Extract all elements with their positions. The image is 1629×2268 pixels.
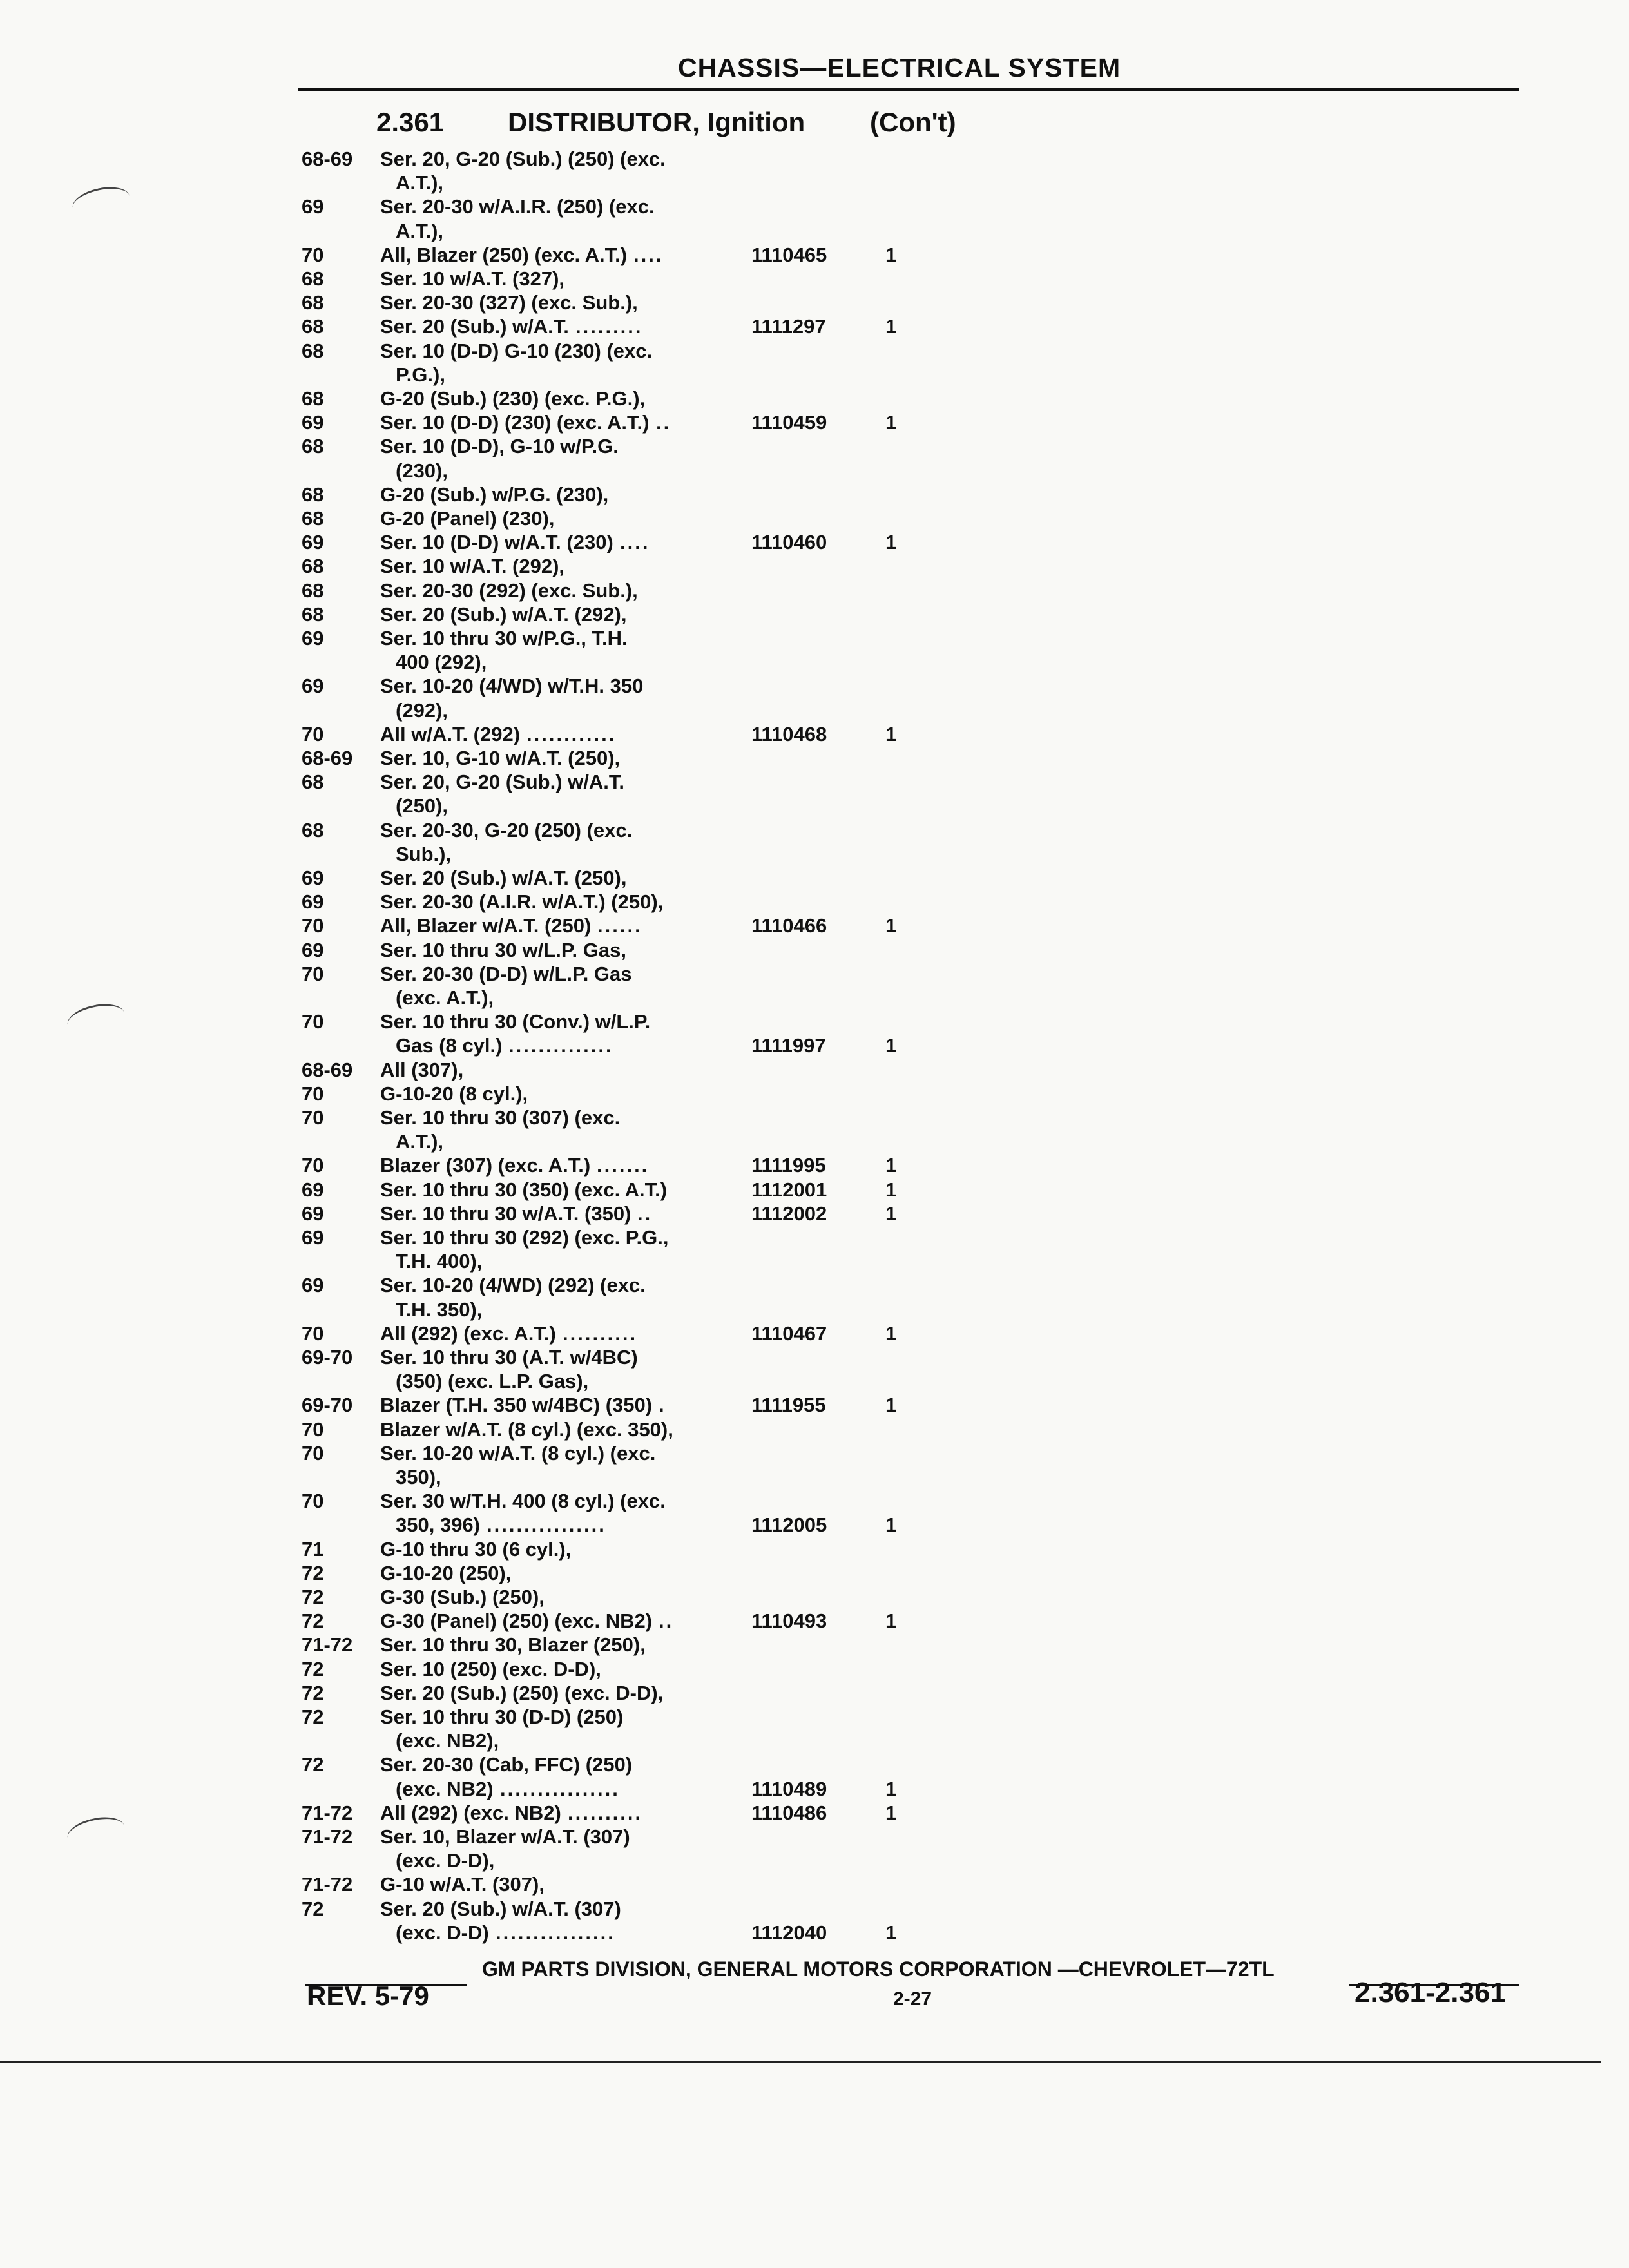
part-number: 1110493	[751, 1610, 827, 1633]
year-range: 70	[302, 1010, 324, 1033]
application-description: Ser. 20-30 (A.I.R. w/A.T.) (250),	[380, 890, 664, 914]
year-range: 68	[302, 435, 324, 458]
application-description: Ser. 10 (D-D) w/A.T. (230)	[380, 531, 613, 554]
application-description: All, Blazer (250) (exc. A.T.)	[380, 243, 628, 266]
item-number: 2.361	[376, 107, 445, 137]
application-description: (292),	[396, 698, 448, 722]
year-range: 70	[302, 1321, 324, 1345]
year-range: 69	[302, 627, 324, 649]
year-range: 69	[302, 867, 324, 889]
year-range: 72	[302, 1561, 324, 1584]
application-description: Ser. 20-30 (292) (exc. Sub.),	[380, 579, 638, 602]
revision-label: REV. 5-79	[307, 1981, 429, 2011]
application-description: A.T.),	[396, 1130, 444, 1153]
application-description: G-20 (Sub.) w/P.G. (230),	[380, 483, 609, 506]
application-description: Blazer (T.H. 350 w/4BC) (350)	[380, 1394, 653, 1417]
leader-dots: ..............	[508, 1034, 613, 1057]
quantity: 1	[885, 1178, 897, 1201]
application-description: Ser. 20 (Sub.) w/A.T. (307)	[380, 1897, 621, 1920]
quantity: 1	[885, 1202, 897, 1225]
year-range: 68	[302, 771, 324, 794]
part-number: 1110459	[751, 411, 827, 434]
application-description: (exc. D-D)	[396, 1921, 489, 1944]
quantity: 1	[885, 1921, 897, 1944]
application-description: Ser. 20-30, G-20 (250) (exc.	[380, 818, 633, 841]
quantity: 1	[885, 315, 897, 338]
application-description: T.H. 350),	[396, 1298, 483, 1321]
leader-dots: .......	[597, 1154, 650, 1177]
application-description: Ser. 10 thru 30 w/L.P. Gas,	[380, 938, 626, 961]
application-description: Ser. 10 (D-D) G-10 (230) (exc.	[380, 339, 653, 362]
year-range: 70	[302, 1418, 324, 1441]
year-range: 68-69	[302, 747, 353, 769]
quantity: 1	[885, 1034, 897, 1057]
quantity: 1	[885, 1777, 897, 1800]
leader-dots: ....	[633, 243, 664, 266]
quantity: 1	[885, 411, 897, 434]
year-range: 72	[302, 1586, 324, 1608]
part-number: 1111297	[751, 315, 826, 338]
year-range: 72	[302, 1681, 324, 1704]
year-range: 68	[302, 555, 324, 578]
leader-dots: ......	[597, 914, 642, 937]
leader-dots: ....	[620, 531, 650, 554]
year-range: 70	[302, 1490, 324, 1513]
year-range: 70	[302, 962, 324, 985]
year-range: 69	[302, 411, 324, 434]
quantity: 1	[885, 1321, 897, 1345]
year-range: 69	[302, 890, 324, 914]
application-description: Ser. 20-30 (Cab, FFC) (250)	[380, 1753, 633, 1776]
application-description: All, Blazer w/A.T. (250)	[380, 914, 592, 937]
leader-dots: ............	[526, 722, 617, 745]
application-description: Ser. 10 thru 30 w/A.T. (350)	[380, 1202, 631, 1225]
application-description: Ser. 10-20 w/A.T. (8 cyl.) (exc.	[380, 1441, 656, 1465]
year-range: 68	[302, 818, 324, 841]
year-range: 69-70	[302, 1346, 353, 1369]
application-description: (exc. NB2),	[396, 1729, 499, 1753]
application-description: Ser. 20, G-20 (Sub.) (250) (exc.	[380, 148, 666, 170]
year-range: 68	[302, 579, 324, 602]
part-number: 1112002	[751, 1202, 827, 1225]
year-range: 72	[302, 1753, 324, 1776]
part-number: 1110465	[751, 243, 827, 266]
leader-dots: ..........	[563, 1321, 638, 1345]
application-description: G-30 (Sub.) (250),	[380, 1586, 545, 1608]
quantity: 1	[885, 1154, 897, 1177]
quantity: 1	[885, 1394, 897, 1417]
quantity: 1	[885, 1514, 897, 1537]
part-number: 1112005	[751, 1514, 827, 1537]
year-range: 69	[302, 1202, 324, 1225]
quantity: 1	[885, 1801, 897, 1824]
year-range: 68	[302, 483, 324, 506]
year-range: 68-69	[302, 1058, 353, 1081]
publisher-line: GM PARTS DIVISION, GENERAL MOTORS CORPORATION —CHEVROLET—72TL	[482, 1957, 1275, 1981]
application-description: T.H. 400),	[396, 1250, 483, 1273]
application-description: Ser. 10-20 (4/WD) (292) (exc.	[380, 1274, 646, 1297]
application-description: Ser. 10-20 (4/WD) w/T.H. 350	[380, 675, 644, 698]
application-description: Ser. 10 thru 30 (292) (exc. P.G.,	[380, 1226, 669, 1249]
application-description: Ser. 20 (Sub.) w/A.T. (250),	[380, 867, 627, 889]
application-description: 400 (292),	[396, 651, 487, 674]
leader-dots: .........	[575, 315, 643, 338]
year-range: 72	[302, 1706, 324, 1728]
application-description: Ser. 30 w/T.H. 400 (8 cyl.) (exc.	[380, 1490, 666, 1513]
year-range: 68-69	[302, 148, 353, 170]
quantity: 1	[885, 1610, 897, 1633]
year-range: 68	[302, 291, 324, 314]
application-description: Ser. 10 thru 30 (A.T. w/4BC)	[380, 1346, 638, 1369]
section-range: 2.361-2.361	[1354, 1977, 1506, 2008]
application-description: All (292) (exc. NB2)	[380, 1801, 561, 1824]
application-description: G-10-20 (8 cyl.),	[380, 1082, 528, 1105]
bottom-rule	[0, 2061, 1601, 2063]
application-description: Ser. 20 (Sub.) w/A.T.	[380, 315, 569, 338]
application-description: G-10 thru 30 (6 cyl.),	[380, 1537, 572, 1561]
application-description: (exc. NB2)	[396, 1777, 494, 1800]
application-description: Ser. 10 w/A.T. (327),	[380, 267, 565, 290]
application-description: 350, 396)	[396, 1514, 480, 1537]
year-range: 69	[302, 675, 324, 698]
year-range: 70	[302, 722, 324, 745]
year-range: 70	[302, 1082, 324, 1105]
application-description: Ser. 20 (Sub.) w/A.T. (292),	[380, 602, 627, 626]
year-range: 69	[302, 1226, 324, 1249]
year-range: 68	[302, 315, 324, 338]
application-description: (exc. D-D),	[396, 1849, 495, 1872]
year-range: 68	[302, 267, 324, 290]
part-number: 1111995	[751, 1154, 826, 1177]
part-number: 1110486	[751, 1801, 827, 1824]
application-description: G-20 (Sub.) (230) (exc. P.G.),	[380, 387, 646, 410]
year-range: 70	[302, 914, 324, 937]
part-number: 1110489	[751, 1777, 827, 1800]
year-range: 72	[302, 1897, 324, 1920]
year-range: 71-72	[302, 1873, 353, 1896]
application-description: Ser. 20, G-20 (Sub.) w/A.T.	[380, 771, 624, 794]
year-range: 69	[302, 531, 324, 554]
application-description: A.T.),	[396, 219, 444, 242]
application-description: (exc. A.T.),	[396, 986, 494, 1009]
application-description: G-30 (Panel) (250) (exc. NB2)	[380, 1610, 653, 1633]
quantity: 1	[885, 531, 897, 554]
item-name: DISTRIBUTOR, Ignition	[508, 107, 805, 137]
part-number: 1110466	[751, 914, 827, 937]
application-description: Ser. 10, Blazer w/A.T. (307)	[380, 1825, 630, 1848]
year-range: 68	[302, 387, 324, 410]
year-range: 69	[302, 1274, 324, 1297]
year-range: 72	[302, 1657, 324, 1680]
application-description: Ser. 20-30 (D-D) w/L.P. Gas	[380, 962, 632, 985]
application-description: All (307),	[380, 1058, 464, 1081]
application-description: Ser. 10 thru 30 w/P.G., T.H.	[380, 627, 628, 649]
application-description: Ser. 10 thru 30 (307) (exc.	[380, 1106, 621, 1129]
year-range: 71-72	[302, 1633, 353, 1657]
year-range: 69-70	[302, 1394, 353, 1417]
application-description: Ser. 20-30 w/A.I.R. (250) (exc.	[380, 195, 655, 218]
year-range: 70	[302, 1441, 324, 1465]
leader-dots: ................	[487, 1514, 606, 1537]
continued-label: (Con't)	[870, 107, 956, 137]
leader-dots: ..	[637, 1202, 653, 1225]
year-range: 70	[302, 243, 324, 266]
application-description: (350) (exc. L.P. Gas),	[396, 1370, 589, 1393]
part-number: 1110468	[751, 722, 827, 745]
quantity: 1	[885, 243, 897, 266]
application-description: Ser. 10 thru 30 (350) (exc. A.T.)	[380, 1178, 668, 1201]
part-number: 1111997	[751, 1034, 826, 1057]
application-description: Ser. 10 (250) (exc. D-D),	[380, 1657, 601, 1680]
year-range: 70	[302, 1106, 324, 1129]
leader-dots: ..	[659, 1610, 674, 1633]
application-description: All w/A.T. (292)	[380, 722, 521, 745]
application-description: Ser. 10 thru 30 (Conv.) w/L.P.	[380, 1010, 651, 1033]
application-description: Gas (8 cyl.)	[396, 1034, 503, 1057]
application-description: Sub.),	[396, 842, 452, 865]
application-description: G-10 w/A.T. (307),	[380, 1873, 545, 1896]
leader-dots: ..	[656, 411, 671, 434]
leader-dots: .	[659, 1394, 666, 1417]
application-description: Ser. 10 w/A.T. (292),	[380, 555, 565, 578]
quantity: 1	[885, 722, 897, 745]
application-description: G-20 (Panel) (230),	[380, 507, 555, 530]
page-number: 2-27	[893, 1988, 932, 2010]
year-range: 71-72	[302, 1825, 353, 1848]
application-description: G-10-20 (250),	[380, 1561, 512, 1584]
application-description: P.G.),	[396, 363, 445, 386]
application-description: Ser. 20-30 (327) (exc. Sub.),	[380, 291, 638, 314]
application-description: Blazer w/A.T. (8 cyl.) (exc. 350),	[380, 1418, 673, 1441]
year-range: 68	[302, 507, 324, 530]
year-range: 70	[302, 1154, 324, 1177]
application-description: (250),	[396, 794, 448, 818]
application-description: Ser. 10 (D-D) (230) (exc. A.T.)	[380, 411, 650, 434]
application-description: Ser. 10, G-10 w/A.T. (250),	[380, 747, 621, 769]
leader-dots: ................	[500, 1777, 620, 1800]
year-range: 68	[302, 339, 324, 362]
leader-dots: ..........	[568, 1801, 643, 1824]
application-description: Blazer (307) (exc. A.T.)	[380, 1154, 591, 1177]
year-range: 71	[302, 1537, 324, 1561]
year-range: 69	[302, 1178, 324, 1201]
application-description: 350),	[396, 1466, 441, 1488]
year-range: 69	[302, 938, 324, 961]
application-description: (230),	[396, 459, 448, 482]
year-range: 69	[302, 195, 324, 218]
application-description: A.T.),	[396, 171, 444, 195]
section-title: CHASSIS—ELECTRICAL SYSTEM	[678, 53, 1121, 82]
year-range: 71-72	[302, 1801, 353, 1824]
part-number: 1112001	[751, 1178, 827, 1201]
application-description: All (292) (exc. A.T.)	[380, 1321, 556, 1345]
application-description: Ser. 10 (D-D), G-10 w/P.G.	[380, 435, 619, 458]
application-description: Ser. 10 thru 30, Blazer (250),	[380, 1633, 646, 1657]
year-range: 72	[302, 1610, 324, 1633]
year-range: 68	[302, 602, 324, 626]
part-number: 1110460	[751, 531, 827, 554]
leader-dots: ................	[496, 1921, 615, 1944]
application-description: Ser. 20 (Sub.) (250) (exc. D-D),	[380, 1681, 664, 1704]
part-number: 1112040	[751, 1921, 827, 1944]
application-description: Ser. 10 thru 30 (D-D) (250)	[380, 1706, 624, 1728]
part-number: 1110467	[751, 1321, 827, 1345]
part-number: 1111955	[751, 1394, 826, 1417]
quantity: 1	[885, 914, 897, 937]
